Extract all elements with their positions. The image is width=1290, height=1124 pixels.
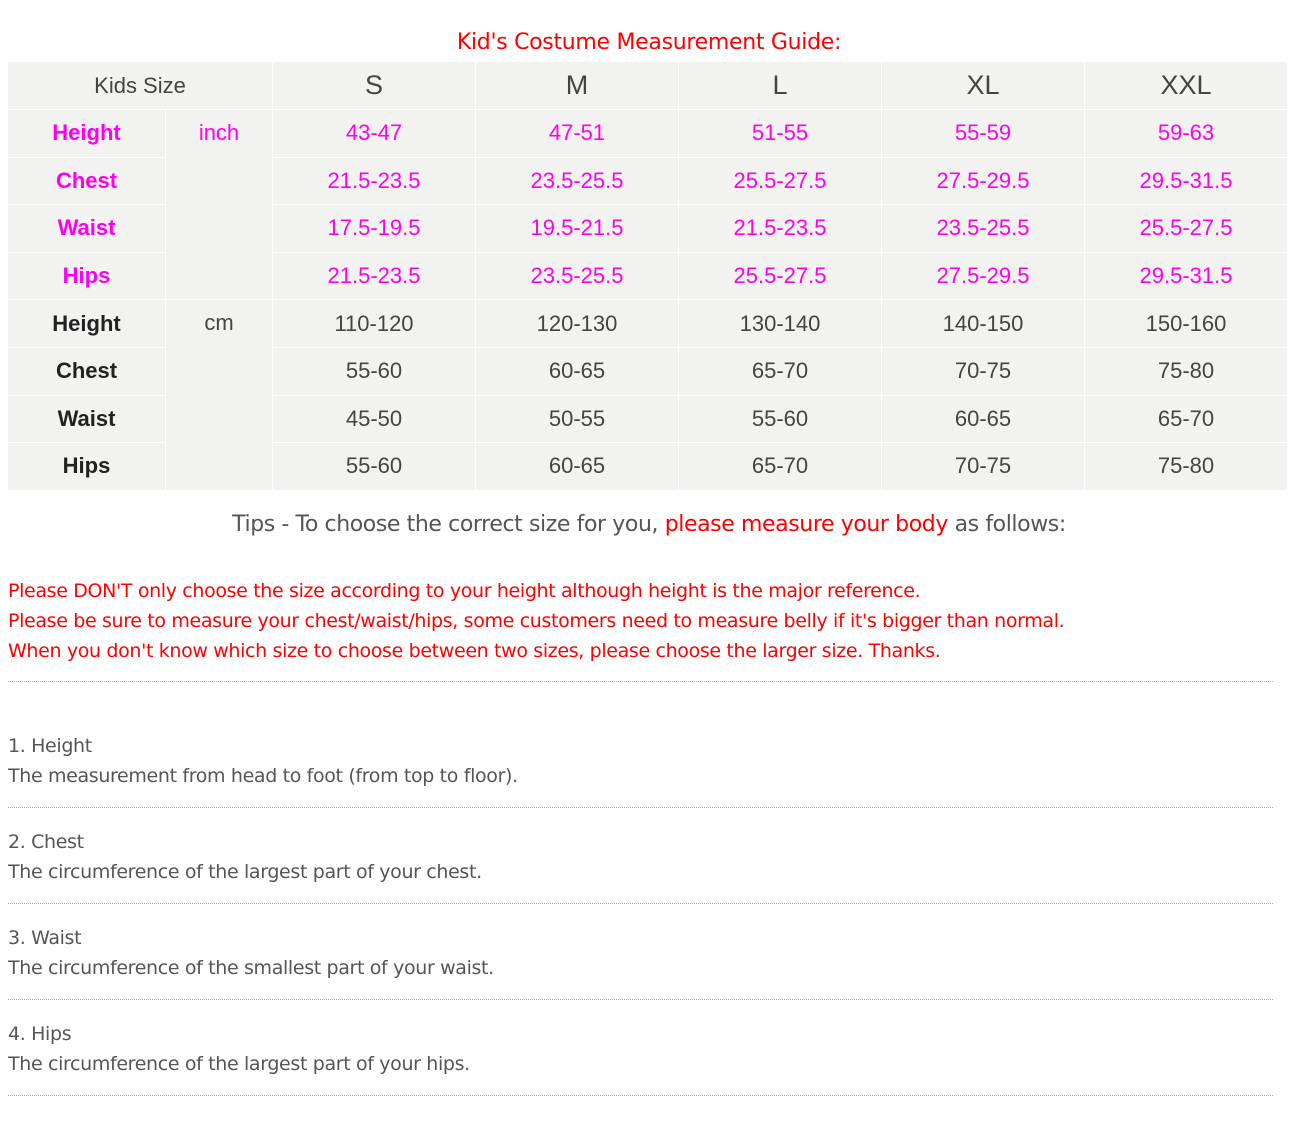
table-row (8, 300, 1288, 348)
measurement-text: The circumference of the largest part of your chest. (8, 861, 482, 883)
table-cell: 140-150 (882, 300, 1085, 348)
table-cell: 120-130 (476, 300, 679, 348)
table-cell: 25.5-27.5 (1085, 205, 1288, 253)
table-cell: 47-51 (476, 110, 679, 158)
measurement-item-waist (8, 923, 494, 983)
measurement-text: The circumference of the largest part of your hips. (8, 1053, 470, 1075)
size-header-l: L (679, 62, 882, 110)
table-cell: 29.5-31.5 (1085, 157, 1288, 205)
table-cell: 25.5-27.5 (679, 252, 882, 300)
measurement-heading: 4. Hips (8, 1023, 72, 1045)
table-cell: 43-47 (273, 110, 476, 158)
table-cell: 50-55 (476, 395, 679, 443)
table-header-row (8, 62, 1288, 110)
table-cell: 21.5-23.5 (273, 157, 476, 205)
unit-label-inch: inch (166, 110, 273, 300)
table-row (8, 110, 1288, 158)
divider (8, 903, 1273, 904)
size-header-m: M (476, 62, 679, 110)
table-cell: 60-65 (476, 347, 679, 395)
row-label-waist-inch: Waist (8, 205, 166, 253)
table-cell: 55-60 (679, 395, 882, 443)
page-title: Kid's Costume Measurement Guide: (456, 30, 842, 55)
row-label-waist-cm: Waist (8, 395, 166, 443)
row-label-chest-cm: Chest (8, 347, 166, 395)
table-cell: 23.5-25.5 (476, 157, 679, 205)
table-cell: 51-55 (679, 110, 882, 158)
divider (8, 807, 1273, 808)
measurement-item-hips (8, 1019, 470, 1079)
measurement-heading: 1. Height (8, 735, 92, 757)
table-cell: 65-70 (679, 347, 882, 395)
table-cell: 23.5-25.5 (882, 205, 1085, 253)
table-cell: 23.5-25.5 (476, 252, 679, 300)
table-cell: 150-160 (1085, 300, 1288, 348)
table-cell: 21.5-23.5 (679, 205, 882, 253)
divider (8, 681, 1273, 682)
measurement-text: The measurement from head to foot (from top to floor). (8, 765, 518, 787)
table-cell: 19.5-21.5 (476, 205, 679, 253)
table-cell: 60-65 (476, 443, 679, 491)
unit-label-cm: cm (166, 300, 273, 490)
measurement-text: The circumference of the smallest part of your waist. (8, 957, 494, 979)
table-cell: 45-50 (273, 395, 476, 443)
table-cell: 70-75 (882, 443, 1085, 491)
table-cell: 21.5-23.5 (273, 252, 476, 300)
size-header-xxl: XXL (1085, 62, 1288, 110)
table-cell: 65-70 (679, 443, 882, 491)
table-cell: 75-80 (1085, 443, 1288, 491)
notes-block (8, 576, 1064, 666)
table-cell: 27.5-29.5 (882, 157, 1085, 205)
table-cell: 17.5-19.5 (273, 205, 476, 253)
note-line: Please be sure to measure your chest/waist/hips, some customers need to measure belly if it's bigger than normal. (8, 610, 1065, 632)
row-label-chest-inch: Chest (8, 157, 166, 205)
tips-prefix: Tips - To choose the correct size for you, (232, 512, 665, 537)
measurement-item-chest (8, 827, 482, 887)
table-cell: 70-75 (882, 347, 1085, 395)
divider (8, 1095, 1273, 1096)
table-cell: 75-80 (1085, 347, 1288, 395)
table-cell: 130-140 (679, 300, 882, 348)
size-header-xl: XL (882, 62, 1085, 110)
table-cell: 55-60 (273, 347, 476, 395)
divider (8, 999, 1273, 1000)
table-cell: 25.5-27.5 (679, 157, 882, 205)
row-label-height-cm: Height (8, 300, 166, 348)
tips-suffix: as follows: (947, 512, 1066, 537)
table-cell: 60-65 (882, 395, 1085, 443)
measurement-heading: 3. Waist (8, 927, 82, 949)
table-cell: 55-60 (273, 443, 476, 491)
row-label-hips-cm: Hips (8, 443, 166, 491)
tips-highlight: please measure your body (664, 512, 948, 537)
table-cell: 65-70 (1085, 395, 1288, 443)
measurement-heading: 2. Chest (8, 831, 84, 853)
note-line: Please DON'T only choose the size according to your height although height is the major reference. (8, 580, 921, 602)
table-cell: 59-63 (1085, 110, 1288, 158)
table-cell: 29.5-31.5 (1085, 252, 1288, 300)
table-cell: 27.5-29.5 (882, 252, 1085, 300)
measurement-item-height (8, 731, 518, 791)
row-label-hips-inch: Hips (8, 252, 166, 300)
note-line: When you don't know which size to choose between two sizes, please choose the larger size. Thanks. (8, 640, 941, 662)
table-cell: 55-59 (882, 110, 1085, 158)
tips-line (0, 512, 1290, 537)
size-header-s: S (273, 62, 476, 110)
table-cell: 110-120 (273, 300, 476, 348)
kids-size-header: Kids Size (8, 62, 273, 110)
size-chart-table (8, 62, 1288, 491)
row-label-height-inch: Height (8, 110, 166, 158)
